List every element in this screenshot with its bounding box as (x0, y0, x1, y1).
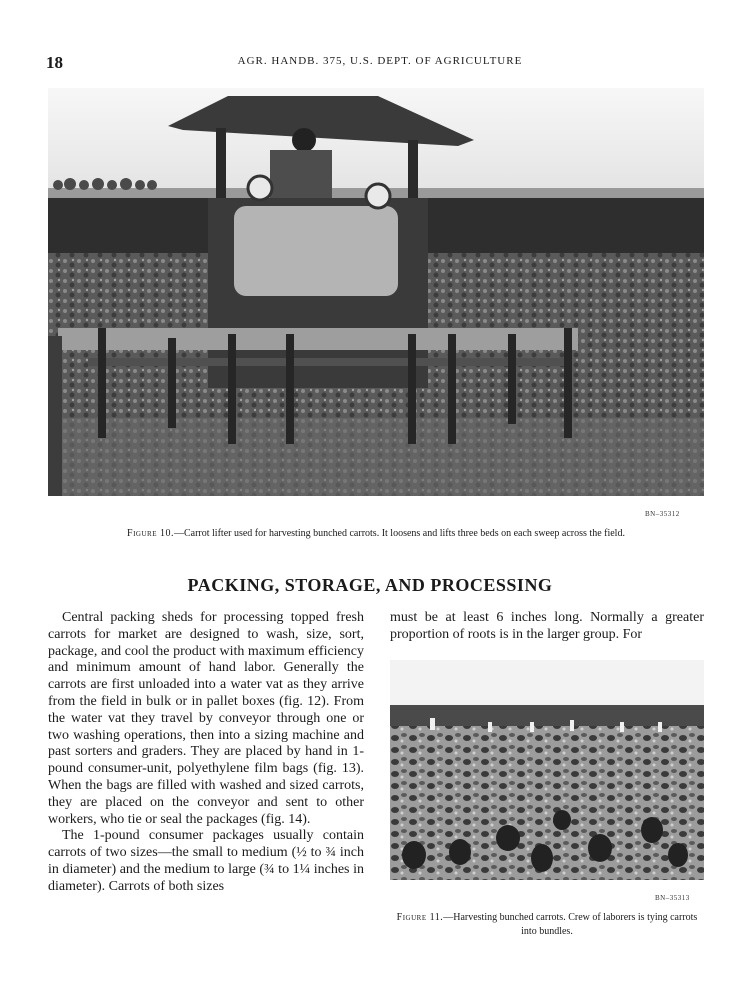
right-column-text: must be at least 6 inches long. Normally a greater proportion of roots is in the larger group. For (390, 610, 704, 642)
running-head: AGR. HANDB. 375, U.S. DEPT. OF AGRICULTURE (237, 55, 523, 67)
paragraph-2: The 1-pound consumer packages usually contain carrots of two sizes—the small to medium (½ to ¾ inch in diameter) and the medium to large (¾ to 1¼ inches in diameter). Carrots of both sizes (48, 828, 364, 894)
figure-10-caption-text: —Carrot lifter used for harvesting bunched carrots. It loosens and lifts three beds on each sweep across the field. (173, 528, 625, 539)
figure-11-photo (390, 660, 704, 880)
figure-11-caption (390, 911, 704, 939)
figure-11-credit: BN–35313 (655, 894, 690, 902)
left-column (48, 610, 364, 896)
right-column (390, 610, 704, 644)
section-heading: PACKING, STORAGE, AND PROCESSING (187, 575, 553, 595)
figure-11-label: Figure 11. (396, 912, 444, 923)
paragraph-1: Central packing sheds for processing topped fresh carrots for market are designed to wash, size, sort, package, and cool the product with maximum efficiency and minimum amount of hand labor. Generally the carrots are first unloaded into a water vat as they arrive from the field in bulk or in pallet boxes (fig. 12). From the water vat they travel by conveyor through one or two washing operations, then into a sizing machine and past sorters and graders. They are placed by hand in 1-pound consumer-unit, polyethylene film bags (fig. 13). When the bags are filled with washed and sized carrots, they are placed on the conveyor and sent to other workers, who tie or seal the packages (fig. 14). (48, 610, 364, 827)
figure-11-caption-text: —Harvesting bunched carrots. Crew of laborers is tying carrots into bundles. (443, 912, 698, 937)
figure-10-credit: BN–35312 (645, 510, 680, 518)
page-number: 18 (46, 53, 63, 72)
figure-10-label: Figure 10. (127, 528, 174, 539)
figure-10-photo (48, 88, 704, 496)
figure-10-caption (48, 527, 704, 541)
